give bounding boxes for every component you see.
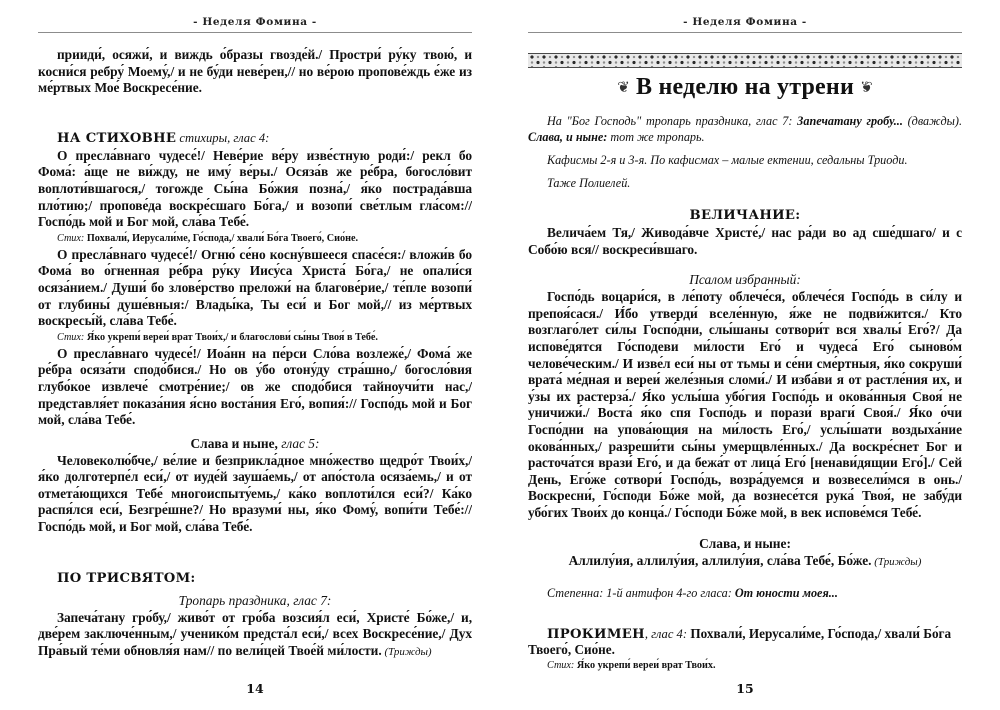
stich-text: Я́ко укрепи́ вереи́ врат Твои́х.	[574, 660, 716, 672]
prokimen-stich	[528, 659, 962, 673]
fleuron-left-icon: ❦	[617, 80, 631, 96]
slava-glas: глас 5:	[277, 435, 320, 451]
rubric-part: тот же тропарь.	[607, 130, 705, 144]
slava-label: Слава и ныне,	[190, 435, 278, 451]
running-head-left: - Неделя Фомина -	[193, 16, 317, 28]
rubric-part-bold: Слава, и ныне:	[528, 130, 608, 144]
prokimen-glas: , глас 4:	[644, 627, 688, 642]
psalom-head-label: Псалом избранный:	[689, 272, 801, 288]
heading-prokimen	[528, 626, 962, 658]
tropar-body: Запеча́тану гро́бу,/ живо́т от гро́ба возсия́л еси́, Христе́ Бо́же,/ и, две́рем заключе́нным,/ ученико́м предста́л еси́,/ всех Воскресе́ние,/ Дух Пра́вый те́ми обновля́я нам// по вели́цей Твое́й ми́лости.	[38, 609, 472, 658]
spacer	[528, 522, 962, 529]
folio-right: 15	[736, 681, 754, 696]
heading-na-stihovne-reg: стихиры, глас 4:	[176, 130, 270, 145]
glory-text: Человеколю́бче,/ ве́лие и безприкла́дное мно́жество щедро́т Твои́х,/ я́ко долготерпе́л еси́,/ от иуде́й зауша́емь,/ от апо́стола осяза́емь,/ и от отмета́ющихся Тебе́ многоиспыту́емь,/ ка́ко воплоти́лся еси́?/ Ка́ко распя́лся еси́, Безгре́шне?/ Но вразуми́ ны, я́ко Фому́, вопи́ти Тебе́:// Госпо́дь мой, и Бог мой, сла́ва Тебе́.	[38, 452, 472, 535]
spacer	[38, 536, 472, 560]
page-left-body	[38, 47, 472, 681]
stanza-1-stich	[38, 232, 472, 246]
spacer	[528, 258, 962, 265]
alliluia-text	[528, 553, 962, 571]
folio-left: 14	[246, 681, 264, 696]
heading-po-trisvyatom	[38, 570, 472, 586]
stanza-1-text: О пресла́внаго чудесе́!/ Неве́рие ве́ру изве́стную роди́:/ рекл бо Фома́: а́ще не ви́жду, не иму́ ве́ры./ Осяза́в же ре́бра, богосло́вит воплоти́вшагося,/ тогожде Сы́на Бо́жия позна́,/ я́ко пострада́вша пло́тию;/ пропове́да воскре́сшаго Бо́га,/ и возопи́ све́тлым гла́сом:// Госпо́дь мой и Бог мой, сла́ва Тебе́.	[38, 147, 472, 230]
fleuron-right-icon: ❦	[859, 80, 873, 96]
rubric-stepenna	[528, 585, 962, 601]
rubric-bog-gospod	[528, 113, 962, 145]
page-right-body	[528, 47, 962, 681]
spacer	[528, 191, 962, 198]
section-title-text: В неделю на утрени	[636, 74, 854, 100]
heading-psalom-izbrannyy	[528, 271, 962, 288]
stich-text: Я́ко укрепи́ вереи́ врат Твои́х,/ и благослови́ сы́ны Твоя́ в Тебе́.	[84, 331, 378, 343]
stanza-3-text: О пресла́внаго чудесе́!/ Иоа́нн на пе́рси Сло́ва возлеже́,/ Фома́ же ре́бра осяза́ти сподо́бися./ Но ов у́бо отону́ду стра́шно,/ богосло́вия глубо́кое извлече́ смотре́ние;/ ов же сподо́бися тайноучи́ти нас,/ представля́ет показа́ния я́сно воста́ния Его́, вопия́:// Госпо́дь мой и Бог мой, сла́ва Тебе́.	[38, 345, 472, 428]
velichanie-text: Велича́ем Тя,/ Живода́вче Христе́,/ нас ра́ди во ад сше́дшаго/ и с Собо́ю вся// воскреси́вшаго.	[528, 225, 962, 257]
heading-slava-i-nyne	[38, 435, 472, 452]
heading-po-trisvyatom-colon: :	[190, 569, 196, 585]
page-right	[500, 0, 1000, 710]
rubric-kafismy: Кафисмы 2-я и 3-я. По кафисмах – малые ектении, седальны Триоди.	[547, 153, 908, 167]
tropar-head-label: Тропарь праздника, глас 7:	[178, 592, 332, 608]
stanza-2-stich	[38, 331, 472, 345]
alliluia-note: (Трижды)	[871, 555, 922, 568]
spacer	[528, 601, 962, 616]
stepenna-part-bold: От юности моея...	[734, 586, 838, 601]
prokimen-text: Похвали́, Иерусали́ме, Го́спода,/ хвали́ Бо́га Твоего́, Сио́не.	[528, 626, 952, 658]
decorative-band-icon	[528, 53, 962, 68]
stich-text: Похвали́, Иерусали́ме, Го́спода,/ хвали́ Бо́га Твоего́, Сио́не.	[84, 232, 359, 244]
stich-label: Стих:	[57, 331, 85, 343]
stich-label: Стих:	[547, 660, 575, 672]
rubric-polieley: Таже Полиелей.	[547, 176, 631, 190]
heading-na-stihovne-cs: НА СТИХОВНЕ	[57, 130, 177, 146]
heading-po-trisvyatom-cs: ПО ТРИСВЯТОМ	[57, 570, 191, 586]
stich-label: Стих:	[57, 232, 85, 244]
spacer	[528, 168, 962, 175]
spacer	[528, 145, 962, 152]
tropar-note: (Трижды)	[381, 645, 432, 658]
heading-tropar-prazdnika	[38, 592, 472, 609]
prokimen-head-cs: ПРОКИМЕН	[547, 627, 645, 643]
rubric-part: (дважды).	[902, 114, 962, 128]
continued-paragraph: прииди́, осяжи́, и виждь о́бразы гвозде́й./ Простри́ ру́ку твою́, и косни́ся ребру́ Моему́,/ и не бу́ди неве́рен,// но ве́рою пропове́ждь е́же из ме́ртвых Мое́ Воскресе́ние.	[38, 47, 472, 96]
psalom-text: Госпо́дь воцари́ся, в ле́поту облече́ся, облече́ся Госпо́дь в си́лу и препоя́сася./ И́бо утверди́ вселе́нную, я́же не подви́жится./ Кто возглаго́лет си́лы Госпо́дни, слы́шаны сотвори́т вся хвалы́ Его́?/ Да испове́дятся Го́сподеви ми́лости Его́ и чудеса́ Его́ сыново́м челове́ческим./ И изве́л еси́ ны от тьмы и се́ни сме́ртныя, я́ко сокруши́ врата́ ме́дная и вереи́ желе́зныя сломи́./ И изба́ви я от растле́ния их, и у́зы их растерза́./ Я́ко услы́ша убо́гия Госпо́дь и окова́нныя Своя́ не уничижи́./ Воста́ я́ко спя Госпо́дь и порази́ враги́ Своя́./ Я́ко о́чи Госпо́дни на упова́ющия на ми́лость Его́,/ услы́шати воздыха́ние окова́нных,/ разреши́ти сы́ны умерщвле́нных./ Да воскре́снет Бог и расточа́тся врази́ Его́, и да бежа́т от лица́ Его́ [ненави́дящии Его́]./ Сей День, Его́же сотвори́ Госпо́дь, возра́дуемся и возвесели́мся в онь./ Воскресни́, Го́споди Бо́же мой, да вознесе́тся рука́ Твоя́, не забу́ди убо́гих Твои́х до конца́./ Го́споди Бо́же мой, в век испове́мся Тебе́.	[528, 289, 962, 520]
heading-na-stihovne	[38, 131, 472, 146]
tropar-text	[38, 610, 472, 661]
rubric-part-bold: Запечатану гробу...	[797, 114, 903, 128]
stanza-2-text: О пресла́внаго чудесе́!/ Огню́ се́но косну́вшееся спасе́ся:/ вложи́в бо Фома́ во о́гненная ре́бра ру́ку Иису́са Христа́ Бо́га,/ не опали́ся осяза́нием./ Души́ бо злове́рство преложи́ на благове́рие,/ те́пле возопи́ от глубины́ душе́вныя:/ Влады́ка, Ты еси́ и Бог мой,// из ме́ртвых воскресы́й, сла́ва Тебе́.	[38, 246, 472, 329]
spacer	[38, 97, 472, 121]
spacer	[528, 570, 962, 585]
alliluia-body: Аллилу́ия, аллилу́ия, аллилу́ия, сла́ва Тебе́, Бо́же.	[568, 552, 872, 568]
running-head-right: - Неделя Фомина -	[683, 16, 807, 28]
heading-velichanie: ВЕЛИЧАНИЕ:	[689, 208, 801, 223]
rubric-part: На "Бог Господь" тропарь праздника, глас 7:	[547, 114, 798, 128]
heading-slava-i-nyne-right: Слава, и ныне:	[699, 535, 791, 551]
header-rule-left	[38, 32, 472, 33]
header-rule-right	[528, 32, 962, 33]
stepenna-part: Степенна: 1-й антифон 4-го гласа:	[547, 586, 735, 601]
section-title-v-nedelyu-na-utreni	[528, 74, 962, 101]
